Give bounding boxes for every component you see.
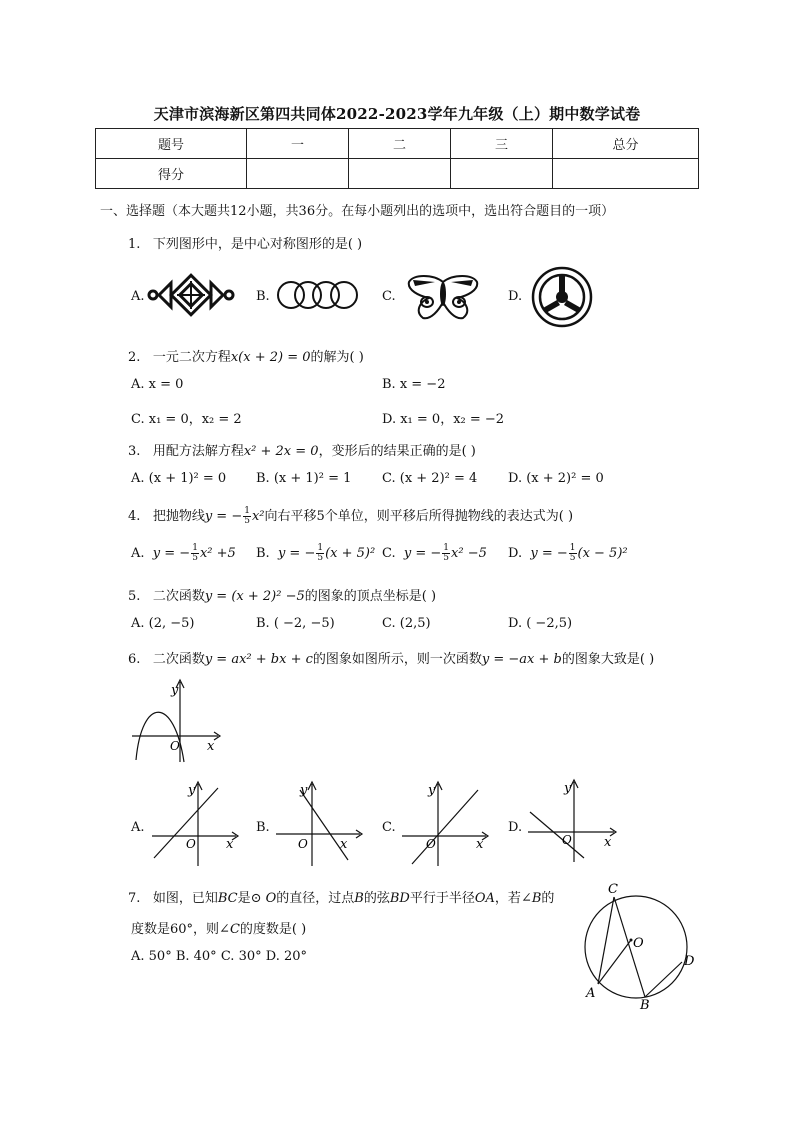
equation: y = −ax + b xyxy=(481,652,562,667)
option-b: B. y = − $\frac{1}{5}$ (x + 5)² xyxy=(256,543,376,563)
score-table-header-row xyxy=(96,129,699,159)
point-c-label: C xyxy=(608,882,618,897)
score-input-cell[interactable] xyxy=(553,159,699,189)
option-a-label: A. xyxy=(131,289,145,304)
table-cell: 三 xyxy=(451,129,553,159)
question-7-options: A. 50° B. 40° C. 30° D. 20° xyxy=(131,949,308,964)
option-c: C. y = − $\frac{1}{5}$ x² −5 xyxy=(382,543,487,563)
svg-text:O: O xyxy=(426,837,436,851)
svg-text:x: x xyxy=(476,837,484,852)
option-d: D. y = − $\frac{1}{5}$ (x − 5)² xyxy=(508,543,628,563)
question-5 xyxy=(128,585,436,604)
option-d: D. (x + 2)² = 0 xyxy=(508,471,604,486)
svg-text:x: x xyxy=(226,837,234,852)
svg-text:y: y xyxy=(564,781,572,796)
svg-text:y: y xyxy=(188,783,196,798)
question-stem: 用配方法解方程 xyxy=(152,444,244,459)
option-d: D. ( −2,5) xyxy=(508,616,573,631)
question-stem: 二次函数 xyxy=(152,589,205,604)
question-4 xyxy=(128,505,573,526)
option-c-label: C. xyxy=(382,289,396,304)
chinese-knot-figure xyxy=(147,273,235,317)
svg-text:y: y xyxy=(428,783,436,798)
linear-graph-a xyxy=(148,778,244,870)
svg-text:O: O xyxy=(562,833,572,847)
svg-text:O: O xyxy=(298,837,308,851)
option-b: B. (x + 1)² = 1 xyxy=(256,471,352,486)
table-cell: 二 xyxy=(349,129,451,159)
parabola-graph xyxy=(128,676,228,766)
point-b-label: B xyxy=(640,998,650,1012)
option-c-label: C. xyxy=(382,820,396,835)
equation: y = ax² + bx + c xyxy=(204,652,313,667)
linear-graph-c xyxy=(398,778,494,870)
table-cell: 一 xyxy=(247,129,349,159)
point-o-label: O xyxy=(633,936,644,951)
score-input-cell[interactable] xyxy=(451,159,553,189)
linear-graph-b xyxy=(272,778,368,870)
equation: y = − xyxy=(204,509,243,524)
table-cell: 得分 xyxy=(96,159,247,189)
question-number: 4. xyxy=(128,509,141,524)
option-c: C. (x + 2)² = 4 xyxy=(382,471,478,486)
question-stem: 把抛物线 xyxy=(152,509,205,524)
svg-text:x: x xyxy=(340,837,348,852)
equation: x(x + 2) = 0 xyxy=(230,350,311,365)
option-b: B. x = −2 xyxy=(382,377,446,392)
table-cell: 总分 xyxy=(553,129,699,159)
equation: x² xyxy=(251,509,265,524)
question-2 xyxy=(128,346,364,365)
question-3 xyxy=(128,440,476,459)
question-7: 7. 如图，已知BC是⊙ O的直径，过点B的弦BD平行于半径OA，若∠B的 xyxy=(128,891,555,906)
option-d-label: D. xyxy=(508,289,523,304)
question-stem: 向右平移5个单位，则平移后所得抛物线的表达式为( ) xyxy=(264,509,574,524)
y-axis-label: y xyxy=(171,683,179,698)
question-number: 3. xyxy=(128,444,141,459)
question-number: 6. xyxy=(128,652,141,667)
circle-figure xyxy=(574,880,700,1012)
linear-graph-d xyxy=(524,776,620,868)
equation: y = (x + 2)² −5 xyxy=(204,589,305,604)
question-stem: 的解为( ) xyxy=(310,350,364,365)
question-number: 5. xyxy=(128,589,141,604)
score-table xyxy=(95,128,699,189)
option-d: D. x₁ = 0，x₂ = −2 xyxy=(382,412,505,427)
rings-figure xyxy=(277,277,359,313)
question-stem: 一元二次方程 xyxy=(152,350,231,365)
question-stem: 的图象的顶点坐标是( ) xyxy=(304,589,437,604)
question-number: 1. xyxy=(128,237,141,252)
svg-text:O: O xyxy=(186,837,196,851)
score-input-cell[interactable] xyxy=(349,159,451,189)
question-6 xyxy=(128,648,654,667)
question-stem: ，变形后的结果正确的是( ) xyxy=(318,444,476,459)
point-a-label: A xyxy=(586,986,596,1001)
question-stem: 的图象大致是( ) xyxy=(561,652,655,667)
origin-label: O xyxy=(170,739,180,753)
option-a: A. (x + 1)² = 0 xyxy=(131,471,227,486)
option-c: C. x₁ = 0，x₂ = 2 xyxy=(131,412,242,427)
question-number: 2. xyxy=(128,350,141,365)
option-a-label: A. xyxy=(131,820,145,835)
option-d-label: D. xyxy=(508,820,523,835)
score-table-row xyxy=(96,159,699,189)
question-1 xyxy=(128,233,362,252)
option-b-label: B. xyxy=(256,820,270,835)
question-7-line-2: 度数是60°，则∠C的度数是( ) xyxy=(131,922,307,937)
wheel-figure xyxy=(531,266,593,328)
equation: x² + 2x = 0 xyxy=(243,444,319,459)
section-heading: 一、选择题（本大题共12小题，共36分。在每小题列出的选项中，选出符合题目的一项） xyxy=(100,204,615,219)
option-a: A. y = − $\frac{1}{5}$ x² +5 xyxy=(131,543,236,563)
question-stem: 的图象如图所示，则一次函数 xyxy=(312,652,482,667)
option-b: B. ( −2, −5) xyxy=(256,616,335,631)
point-d-label: D xyxy=(684,954,695,969)
question-stem: 下列图形中，是中心对称图形的是( ) xyxy=(152,237,363,252)
butterfly-figure xyxy=(405,272,481,320)
fraction: $\frac{1}{5}$ xyxy=(244,506,250,526)
page-title: 天津市滨海新区第四共同体2022-2023学年九年级（上）期中数学试卷 xyxy=(153,105,641,123)
question-stem: 二次函数 xyxy=(152,652,205,667)
question-number: 7. xyxy=(128,891,141,906)
option-b-label: B. xyxy=(256,289,270,304)
table-cell: 题号 xyxy=(96,129,247,159)
option-c: C. (2,5) xyxy=(382,616,431,631)
option-a: A. x = 0 xyxy=(131,377,184,392)
svg-text:x: x xyxy=(604,835,612,850)
score-input-cell[interactable] xyxy=(247,159,349,189)
x-axis-label: x xyxy=(207,739,215,754)
svg-text:y: y xyxy=(300,783,308,798)
option-a: A. (2, −5) xyxy=(131,616,195,631)
